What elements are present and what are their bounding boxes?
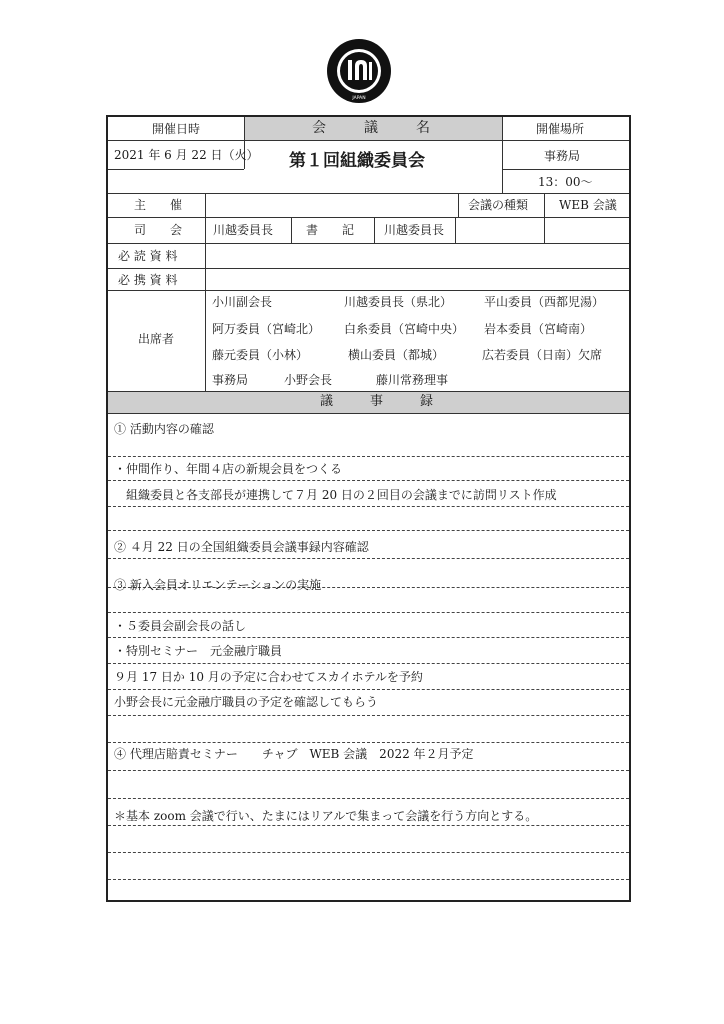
attendee: 小川副会長 [212, 295, 273, 309]
required-carry-label: 必 携 資 料 [118, 273, 178, 287]
minutes-line: ① 活動内容の確認 [114, 422, 214, 436]
minutes-line: ③ 新入会員オリエンテーションの実施 [114, 578, 322, 592]
attendee: 藤元委員（小林） [212, 348, 309, 362]
date-label: 開催日時 [152, 122, 201, 136]
association-logo [326, 38, 392, 104]
minutes-form [106, 115, 631, 902]
office-member: 藤川常務理事 [376, 373, 449, 387]
chair-label: 司 会 [134, 223, 183, 237]
attendee: 白糸委員（宮崎中央） [344, 322, 465, 336]
date-value: 2021 年 6 月 22 日（火） [114, 148, 259, 162]
meeting-title: 第１回組織委員会 [289, 151, 425, 171]
minutes-line: ④ 代理店賠責セミナー チャブ WEB 会議 2022 年２月予定 [114, 747, 474, 761]
attendee: 広若委員（日南）欠席 [482, 348, 603, 362]
attendee: 川越委員長（県北） [344, 295, 453, 309]
attendee: 平山委員（西都児湯） [484, 295, 605, 309]
office-member: 小野会長 [284, 373, 333, 387]
meeting-type-label: 会議の種類 [468, 198, 529, 212]
meeting-type-value: WEB 会議 [559, 198, 617, 212]
secretary-label: 書 記 [306, 223, 355, 237]
required-reading-label: 必 読 資 料 [118, 249, 178, 263]
time-value: 13：00〜 [538, 175, 593, 189]
minutes-line: ・仲間作り、年間４店の新規会員をつくる [114, 462, 343, 476]
host-label: 主 催 [134, 198, 183, 212]
meeting-name-label: 会 議 名 [312, 120, 442, 136]
secretary-value: 川越委員長 [384, 223, 445, 237]
minutes-line: ・特別セミナー 元金融庁職員 [114, 644, 283, 658]
minutes-line: ② ４月 22 日の全国組織委員会議事録内容確認 [114, 540, 369, 554]
venue-value: 事務局 [544, 149, 581, 163]
attendee: 阿万委員（宮崎北） [212, 322, 321, 336]
minutes-line: ・５委員会副会長の話し [114, 619, 247, 633]
venue-label: 開催場所 [536, 122, 585, 136]
minutes-line: ＊基本 zoom 会議で行い、たまにはリアルで集まって会議を行う方向とする。 [114, 809, 538, 823]
chair-value: 川越委員長 [213, 223, 274, 237]
office-label: 事務局 [212, 373, 249, 387]
minutes-line: 小野会長に元金融庁職員の予定を確認してもらう [114, 695, 379, 709]
minutes-title: 議 事 録 [320, 394, 446, 409]
minutes-line: ９月 17 日か 10 月の予定に合わせてスカイホテルを予約 [114, 670, 423, 684]
logo-country-text: JAPAN [352, 96, 366, 101]
attendees-label: 出席者 [138, 332, 175, 346]
attendee: 横山委員（都城） [348, 348, 445, 362]
attendee: 岩本委員（宮崎南） [484, 322, 593, 336]
minutes-line: 組織委員と各支部長が連携して７月 20 日の２回目の会議までに訪問リスト作成 [126, 488, 557, 502]
